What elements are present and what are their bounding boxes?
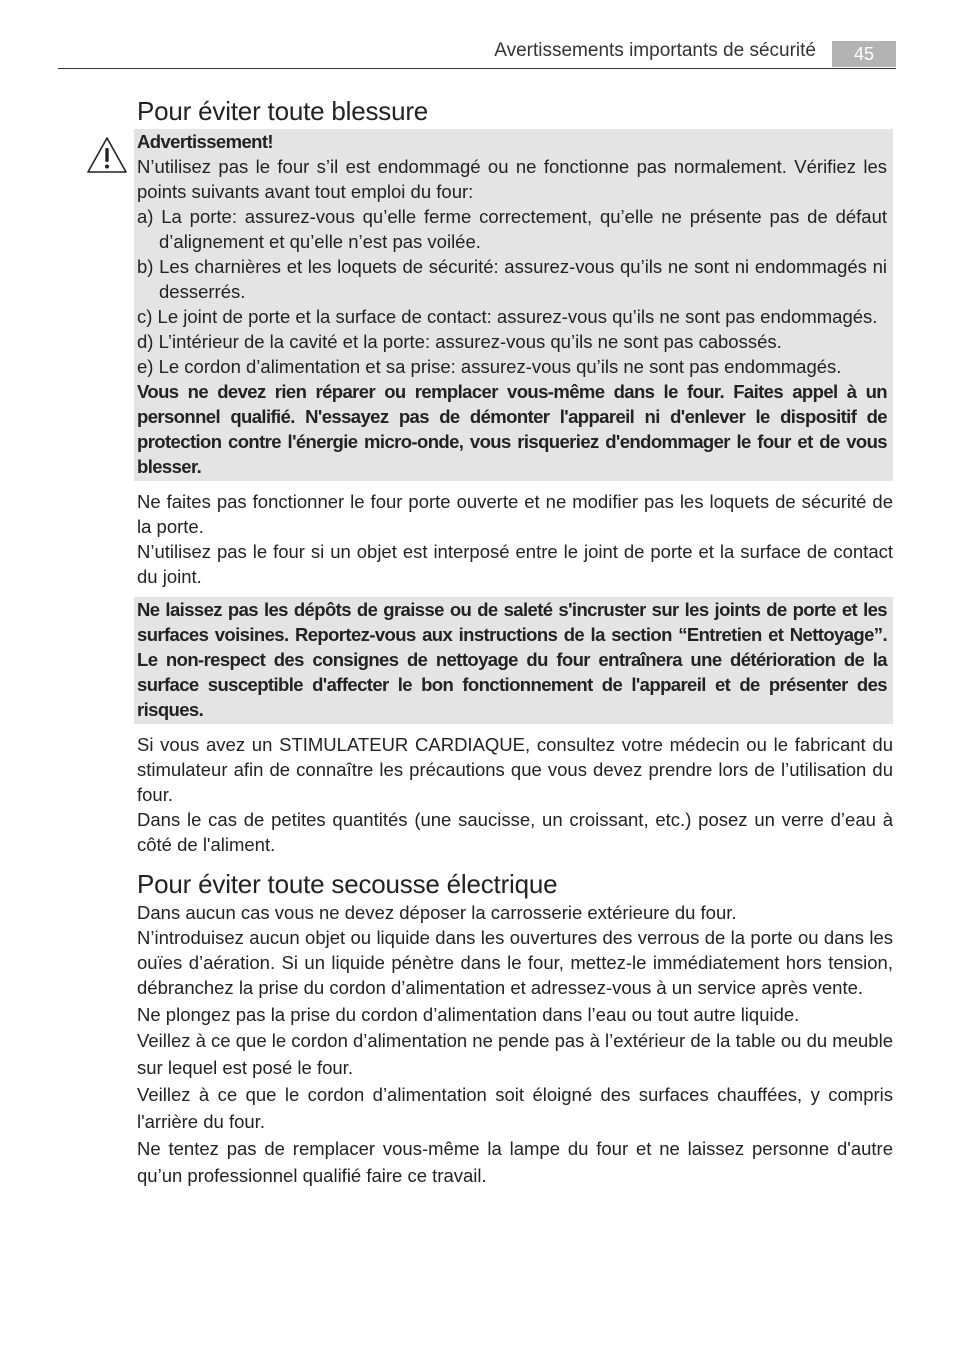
page-number-badge: 45 [832, 41, 896, 67]
list-item: e) Le cordon d’alimentation et sa prise: assurez-vous qu’ils ne sont pas endommagés. [137, 356, 842, 377]
warning-repair-notice: Vous ne devez rien réparer ou remplacer vous-même dans le four. Faites appel à un personnel qualifié. N'essayez pas de démonter l'appareil ni d'enlever le dispositif de protection contre l'énergie micro-onde, vous risqueriez d'endommager le four et de vous blesser. [137, 381, 887, 477]
paragraph-door-seal: N’utilisez pas le four si un objet est interposé entre le joint de porte et la surface de contact du joint. [137, 541, 893, 587]
paragraph-housing: Dans aucun cas vous ne devez déposer la carrosserie extérieure du four. [137, 902, 737, 923]
warning-triangle-icon [85, 135, 129, 175]
paragraph-openings: N’introduisez aucun objet ou liquide dans les ouvertures des verrous de la porte ou dans les ouïes d’aération. Si un liquide pénètre dans le four, mettez-le immédiatement hors tension, débranchez la prise du cordon d’alimentation et adressez-vous à un service après vente. [137, 927, 893, 998]
header-rule [58, 68, 896, 69]
section-heading-injury: Pour éviter toute blessure [137, 96, 429, 126]
paragraph-door-open: Ne faites pas fonctionner le four porte ouverte et ne modifier pas les loquets de sécurité de la porte. [137, 491, 893, 537]
list-item: c) Le joint de porte et la surface de contact: assurez-vous qu’ils ne sont pas endommagés. [137, 306, 878, 327]
list-item: b) Les charnières et les loquets de sécurité: assurez-vous qu’ils ne sont ni endommagés ni desserrés. [137, 256, 887, 302]
warning-section [137, 129, 893, 481]
paragraph-cord-heat: Veillez à ce que le cordon d’alimentation soit éloigné des surfaces chauffées, y compris l'arrière du four. [137, 1084, 893, 1132]
list-item: a) La porte: assurez-vous qu’elle ferme correctement, qu’elle ne présente pas de défaut d’alignement et qu’elle n’est pas voilée. [137, 206, 887, 252]
paragraph-plug-water: Ne plongez pas la prise du cordon d’alimentation dans l’eau ou tout autre liquide. [137, 1004, 800, 1025]
warning-title: Advertissement! [137, 131, 273, 152]
section-heading-electric-shock: Pour éviter toute secousse électrique [137, 869, 558, 899]
paragraph-pacemaker: Si vous avez un STIMULATEUR CARDIAQUE, consultez votre médecin ou le fabricant du stimulateur afin de connaître les précautions que vous devez prendre lors de l’utilisation du four. [137, 734, 893, 805]
paragraph-cord-hanging: Veillez à ce que le cordon d’alimentation ne pende pas à l’extérieur de la table ou du meuble sur lequel est posé le four. [137, 1030, 893, 1078]
grease-notice-box [134, 597, 893, 724]
page-content [137, 96, 893, 1189]
warning-intro: N’utilisez pas le four s’il est endommagé ou ne fonctionne pas normalement. Vérifiez les points suivants avant tout emploi du four: [137, 156, 887, 202]
list-item: d) L’intérieur de la cavité et la porte: assurez-vous qu’ils ne sont pas cabossés. [137, 331, 782, 352]
grease-notice-text: Ne laissez pas les dépôts de graisse ou de saleté s'incruster sur les joints de porte et les surfaces voisines. Reportez-vous aux instructions de la section “Entretien et Nettoyage”. Le non-respect des consignes de nettoyage du four entraînera une détérioration de la surface susceptible d'affecter le bon fonctionnement de l'appareil et de présenter des risques. [137, 599, 887, 720]
running-header-title: Avertissements importants de sécurité [494, 40, 816, 61]
paragraph-lamp: Ne tentez pas de remplacer vous-même la lampe du four et ne laissez personne d'autre qu’un professionnel qualifié faire ce travail. [137, 1138, 893, 1186]
warning-box [134, 129, 893, 481]
paragraph-small-quantities: Dans le cas de petites quantités (une saucisse, un croissant, etc.) posez un verre d’eau à côté de l'aliment. [137, 809, 893, 855]
electric-shock-section [137, 900, 893, 1189]
